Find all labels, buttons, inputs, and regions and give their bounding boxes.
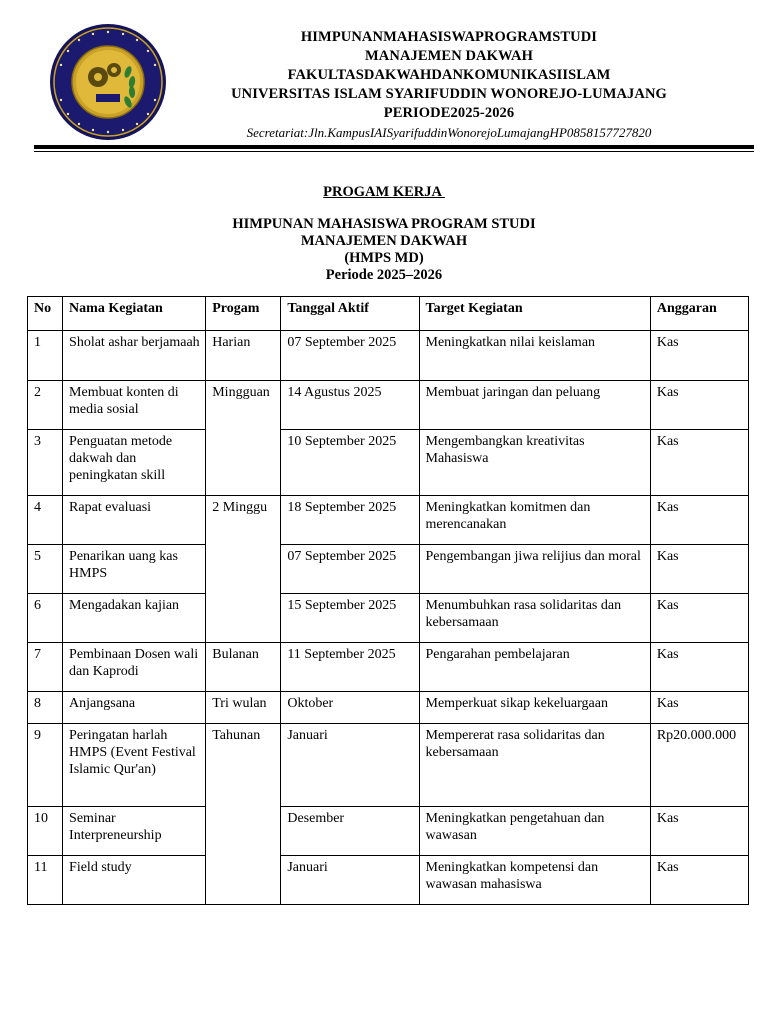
- cell-no: 11: [28, 856, 63, 905]
- secretariat-address: Secretariat:Jln.KampusIAISyarifuddinWonorejoLumajangHP0858157727820: [246, 125, 652, 140]
- cell-tanggal: 07 September 2025: [281, 331, 419, 381]
- cell-anggaran: Kas: [650, 430, 748, 496]
- cell-nama: Peringatan harlah HMPS (Event Festival Islamic Qur'an): [63, 724, 206, 807]
- header-progam: Progam: [206, 297, 281, 331]
- cell-target: Meningkatkan komitmen dan merencanakan: [419, 496, 650, 545]
- cell-tanggal: 07 September 2025: [281, 545, 419, 594]
- cell-progam: Bulanan: [206, 643, 281, 692]
- cell-tanggal: 15 September 2025: [281, 594, 419, 643]
- cell-anggaran: Kas: [650, 331, 748, 381]
- cell-no: 1: [28, 331, 63, 381]
- cell-nama: Penarikan uang kas HMPS: [63, 545, 206, 594]
- cell-anggaran: Kas: [650, 856, 748, 905]
- cell-tanggal: Desember: [281, 807, 419, 856]
- table-row: [28, 692, 749, 724]
- cell-tanggal: 10 September 2025: [281, 430, 419, 496]
- table-row: [28, 430, 749, 496]
- table-row: [28, 724, 749, 807]
- cell-progam: Harian: [206, 331, 281, 381]
- cell-progam: Mingguan: [206, 381, 281, 496]
- cell-progam: 2 Minggu: [206, 496, 281, 643]
- cell-anggaran: Rp20.000.000: [650, 724, 748, 807]
- program-table: [27, 296, 749, 905]
- table-row: [28, 643, 749, 692]
- letterhead-line: FAKULTASDAKWAHDANKOMUNIKASIISLAM: [287, 67, 611, 83]
- cell-target: Mempererat rasa solidaritas dan kebersamaan: [419, 724, 650, 807]
- letterhead-line: MANAJEMEN DAKWAH: [365, 48, 533, 64]
- cell-no: 4: [28, 496, 63, 545]
- table-row: [28, 594, 749, 643]
- cell-nama: Field study: [63, 856, 206, 905]
- cell-no: 9: [28, 724, 63, 807]
- cell-no: 10: [28, 807, 63, 856]
- cell-target: Menumbuhkan rasa solidaritas dan kebersamaan: [419, 594, 650, 643]
- cell-target: Meningkatkan pengetahuan dan wawasan: [419, 807, 650, 856]
- subtitle-line: MANAJEMEN DAKWAH: [300, 233, 468, 249]
- cell-no: 3: [28, 430, 63, 496]
- cell-no: 2: [28, 381, 63, 430]
- table-row: [28, 331, 749, 381]
- cell-anggaran: Kas: [650, 381, 748, 430]
- cell-nama: Pembinaan Dosen wali dan Kaprodi: [63, 643, 206, 692]
- subtitle-line: HIMPUNAN MAHASISWA PROGRAM STUDI: [232, 216, 536, 232]
- hmps-md-logo: [48, 22, 168, 142]
- letterhead-line: HIMPUNANMAHASISWAPROGRAMSTUDI: [300, 29, 598, 45]
- table-row: [28, 807, 749, 856]
- cell-no: 5: [28, 545, 63, 594]
- table-header-row: [28, 297, 749, 331]
- table-row: [28, 381, 749, 430]
- cell-target: Memperkuat sikap kekeluargaan: [419, 692, 650, 724]
- cell-no: 6: [28, 594, 63, 643]
- cell-nama: Seminar Interpreneurship: [63, 807, 206, 856]
- table-row: [28, 496, 749, 545]
- cell-target: Meningkatkan nilai keislaman: [419, 331, 650, 381]
- letterhead-line: PERIODE2025-2026: [383, 105, 515, 121]
- cell-anggaran: Kas: [650, 594, 748, 643]
- cell-tanggal: 18 September 2025: [281, 496, 419, 545]
- cell-anggaran: Kas: [650, 545, 748, 594]
- cell-target: Meningkatkan kompetensi dan wawasan mahasiswa: [419, 856, 650, 905]
- cell-nama: Anjangsana: [63, 692, 206, 724]
- table-row: [28, 545, 749, 594]
- letterhead-line: UNIVERSITAS ISLAM SYARIFUDDIN WONOREJO-LUMAJANG: [231, 86, 667, 102]
- cell-tanggal: Januari: [281, 856, 419, 905]
- header-no: No: [28, 297, 63, 331]
- cell-nama: Sholat ashar berjamaah: [63, 331, 206, 381]
- cell-tanggal: 14 Agustus 2025: [281, 381, 419, 430]
- cell-no: 7: [28, 643, 63, 692]
- letterhead-rule-thin: [34, 151, 754, 152]
- cell-anggaran: Kas: [650, 643, 748, 692]
- cell-progam: Tri wulan: [206, 692, 281, 724]
- table-row: [28, 856, 749, 905]
- cell-nama: Membuat konten di media sosial: [63, 381, 206, 430]
- cell-progam: Tahunan: [206, 724, 281, 905]
- cell-target: Pengembangan jiwa relijius dan moral: [419, 545, 650, 594]
- letterhead-rule-thick: [34, 145, 754, 149]
- document-title: PROGAM KERJA: [323, 184, 445, 200]
- cell-target: Mengembangkan kreativitas Mahasiswa: [419, 430, 650, 496]
- cell-anggaran: Kas: [650, 807, 748, 856]
- header-anggaran: Anggaran: [650, 297, 748, 331]
- cell-nama: Penguatan metode dakwah dan peningkatan skill: [63, 430, 206, 496]
- header-target-kegiatan: Target Kegiatan: [419, 297, 650, 331]
- header-tanggal-aktif: Tanggal Aktif: [281, 297, 419, 331]
- header-nama-kegiatan: Nama Kegiatan: [63, 297, 206, 331]
- cell-anggaran: Kas: [650, 692, 748, 724]
- cell-nama: Rapat evaluasi: [63, 496, 206, 545]
- letterhead: [160, 28, 738, 141]
- cell-tanggal: Januari: [281, 724, 419, 807]
- cell-anggaran: Kas: [650, 496, 748, 545]
- cell-tanggal: 11 September 2025: [281, 643, 419, 692]
- subtitle-line: (HMPS MD): [344, 250, 424, 266]
- cell-nama: Mengadakan kajian: [63, 594, 206, 643]
- cell-target: Membuat jaringan dan peluang: [419, 381, 650, 430]
- cell-target: Pengarahan pembelajaran: [419, 643, 650, 692]
- subtitle-block: [0, 216, 768, 284]
- cell-tanggal: Oktober: [281, 692, 419, 724]
- cell-no: 8: [28, 692, 63, 724]
- subtitle-line: Periode 2025–2026: [325, 267, 443, 283]
